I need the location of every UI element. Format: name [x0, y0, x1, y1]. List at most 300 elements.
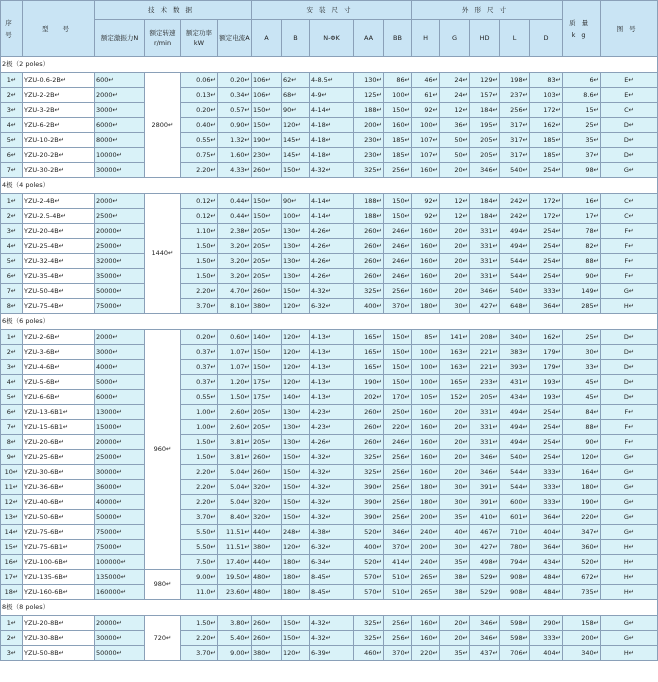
- cell-d: 254↵: [530, 239, 563, 254]
- cell-l: 317↵: [500, 133, 530, 148]
- cell-seq: 18↵: [1, 585, 23, 600]
- cell-d: 254↵: [530, 435, 563, 450]
- cell-model: YZU-20-8B↵: [23, 616, 95, 631]
- cell-model: YZU-25-4B↵: [23, 239, 95, 254]
- cell-hd: 437↵: [470, 646, 500, 661]
- cell-nk: 4-14↵: [310, 209, 354, 224]
- cell-d: 83↵: [530, 73, 563, 88]
- cell-model: YZU-30-8B↵: [23, 631, 95, 646]
- cell-current: 0.90↵: [218, 118, 252, 133]
- group-title-row: [1, 178, 658, 194]
- cell-l: 383↵: [500, 345, 530, 360]
- cell-bb: 246↵: [384, 435, 412, 450]
- table-row: [1, 254, 658, 269]
- cell-hd: 221↵: [470, 360, 500, 375]
- cell-power: 1.50↵: [181, 269, 218, 284]
- cell-hd: 391↵: [470, 495, 500, 510]
- cell-seq: 9↵: [1, 450, 23, 465]
- cell-fig: H↵: [601, 540, 658, 555]
- cell-power: 1.50↵: [181, 435, 218, 450]
- cell-h: 240↵: [412, 555, 440, 570]
- cell-force: 20000↵: [95, 616, 145, 631]
- cell-force: 20000↵: [95, 435, 145, 450]
- cell-l: 242↵: [500, 209, 530, 224]
- cell-l: 317↵: [500, 148, 530, 163]
- cell-aa: 165↵: [354, 345, 384, 360]
- cell-mass: 158↵: [563, 616, 601, 631]
- cell-a: 205↵: [252, 435, 282, 450]
- header-col: L: [500, 20, 530, 57]
- cell-h: 160↵: [412, 284, 440, 299]
- cell-hd: 129↵: [470, 73, 500, 88]
- cell-d: 484↵: [530, 570, 563, 585]
- table-row: [1, 495, 658, 510]
- cell-force: 3000↵: [95, 103, 145, 118]
- cell-nk: 4-32↵: [310, 450, 354, 465]
- cell-l: 908↵: [500, 570, 530, 585]
- cell-a: 190↵: [252, 133, 282, 148]
- cell-hd: 331↵: [470, 269, 500, 284]
- cell-h: 61↵: [412, 88, 440, 103]
- cell-g: 20↵: [440, 284, 470, 299]
- cell-aa: 325↵: [354, 284, 384, 299]
- cell-l: 544↵: [500, 480, 530, 495]
- cell-d: 179↵: [530, 360, 563, 375]
- cell-hd: 184↵: [470, 103, 500, 118]
- cell-nk: 4-26↵: [310, 254, 354, 269]
- cell-mass: 33↵: [563, 360, 601, 375]
- cell-force: 100000↵: [95, 555, 145, 570]
- cell-a: 320↵: [252, 495, 282, 510]
- cell-d: 333↵: [530, 495, 563, 510]
- cell-current: 3.20↵: [218, 239, 252, 254]
- cell-g: 12↵: [440, 103, 470, 118]
- cell-model: YZU-50-8B↵: [23, 646, 95, 661]
- cell-d: 254↵: [530, 224, 563, 239]
- cell-l: 242↵: [500, 194, 530, 209]
- cell-seq: 5↵: [1, 390, 23, 405]
- header-fig: 图号: [601, 1, 658, 57]
- header-col: D: [530, 20, 563, 57]
- cell-hd: 346↵: [470, 163, 500, 178]
- cell-bb: 185↵: [384, 133, 412, 148]
- cell-aa: 520↵: [354, 555, 384, 570]
- cell-g: 30↵: [440, 299, 470, 314]
- table-row: [1, 118, 658, 133]
- cell-seq: 5↵: [1, 254, 23, 269]
- cell-d: 333↵: [530, 284, 563, 299]
- cell-mass: 90↵: [563, 435, 601, 450]
- cell-seq: 2↵: [1, 209, 23, 224]
- cell-aa: 188↵: [354, 103, 384, 118]
- cell-l: 540↵: [500, 163, 530, 178]
- cell-aa: 260↵: [354, 254, 384, 269]
- cell-l: 494↵: [500, 239, 530, 254]
- cell-g: 35↵: [440, 555, 470, 570]
- cell-l: 237↵: [500, 88, 530, 103]
- cell-fig: G↵: [601, 163, 658, 178]
- cell-b: 150↵: [282, 510, 310, 525]
- cell-fig: F↵: [601, 405, 658, 420]
- cell-aa: 520↵: [354, 525, 384, 540]
- cell-b: 130↵: [282, 239, 310, 254]
- cell-d: 484↵: [530, 585, 563, 600]
- cell-force: 5000↵: [95, 375, 145, 390]
- cell-force: 2000↵: [95, 194, 145, 209]
- cell-bb: 246↵: [384, 239, 412, 254]
- cell-h: 180↵: [412, 495, 440, 510]
- cell-mass: 347↵: [563, 525, 601, 540]
- cell-a: 380↵: [252, 646, 282, 661]
- cell-mass: 45↵: [563, 390, 601, 405]
- cell-bb: 150↵: [384, 330, 412, 345]
- cell-current: 5.04↵: [218, 495, 252, 510]
- cell-bb: 256↵: [384, 495, 412, 510]
- cell-b: 140↵: [282, 390, 310, 405]
- cell-bb: 246↵: [384, 224, 412, 239]
- cell-hd: 427↵: [470, 540, 500, 555]
- cell-force: 32000↵: [95, 254, 145, 269]
- cell-force: 75000↵: [95, 299, 145, 314]
- cell-seq: 7↵: [1, 163, 23, 178]
- cell-g: 50↵: [440, 133, 470, 148]
- cell-h: 160↵: [412, 405, 440, 420]
- cell-d: 172↵: [530, 209, 563, 224]
- table-row: [1, 631, 658, 646]
- cell-l: 494↵: [500, 420, 530, 435]
- cell-mass: 16↵: [563, 194, 601, 209]
- cell-seq: 6↵: [1, 405, 23, 420]
- cell-fig: F↵: [601, 420, 658, 435]
- header-col: A: [252, 20, 282, 57]
- cell-nk: 4-32↵: [310, 495, 354, 510]
- cell-b: 150↵: [282, 631, 310, 646]
- cell-model: YZU-50-6B↵: [23, 510, 95, 525]
- group-title-row: [1, 57, 658, 73]
- cell-aa: 325↵: [354, 465, 384, 480]
- header-seq: 序号: [1, 1, 23, 57]
- cell-aa: 325↵: [354, 450, 384, 465]
- cell-power: 0.55↵: [181, 390, 218, 405]
- cell-hd: 331↵: [470, 435, 500, 450]
- header-col: 额定转速r/min: [145, 20, 181, 57]
- cell-force: 2500↵: [95, 209, 145, 224]
- cell-g: 24↵: [440, 73, 470, 88]
- cell-nk: 4-14↵: [310, 103, 354, 118]
- cell-aa: 188↵: [354, 209, 384, 224]
- cell-g: 30↵: [440, 540, 470, 555]
- cell-model: YZU-6-6B↵: [23, 390, 95, 405]
- cell-b: 120↵: [282, 375, 310, 390]
- cell-power: 0.12↵: [181, 209, 218, 224]
- cell-force: 15000↵: [95, 420, 145, 435]
- cell-model: YZU-20-6B↵: [23, 435, 95, 450]
- group-title: 8极（8 poles）: [1, 600, 658, 616]
- cell-model: YZU-100-6B↵: [23, 555, 95, 570]
- cell-nk: 4-38↵: [310, 525, 354, 540]
- cell-fig: G↵: [601, 525, 658, 540]
- table-row: [1, 646, 658, 661]
- table-row: [1, 148, 658, 163]
- cell-model: YZU-3-2B↵: [23, 103, 95, 118]
- cell-model: YZU-20-4B↵: [23, 224, 95, 239]
- cell-power: 2.20↵: [181, 465, 218, 480]
- cell-l: 317↵: [500, 118, 530, 133]
- cell-g: 36↵: [440, 118, 470, 133]
- cell-b: 120↵: [282, 118, 310, 133]
- cell-power: 0.55↵: [181, 133, 218, 148]
- cell-seq: 8↵: [1, 299, 23, 314]
- cell-hd: 331↵: [470, 239, 500, 254]
- cell-g: 20↵: [440, 239, 470, 254]
- cell-b: 120↵: [282, 646, 310, 661]
- cell-force: 4000↵: [95, 360, 145, 375]
- cell-power: 0.75↵: [181, 148, 218, 163]
- cell-model: YZU-2-2B↵: [23, 88, 95, 103]
- table-row: [1, 209, 658, 224]
- cell-l: 393↵: [500, 360, 530, 375]
- cell-bb: 414↵: [384, 555, 412, 570]
- cell-power: 2.20↵: [181, 284, 218, 299]
- cell-l: 431↵: [500, 375, 530, 390]
- cell-a: 205↵: [252, 405, 282, 420]
- cell-hd: 391↵: [470, 480, 500, 495]
- header-col: HD: [470, 20, 500, 57]
- cell-d: 193↵: [530, 390, 563, 405]
- cell-h: 180↵: [412, 299, 440, 314]
- cell-g: 20↵: [440, 269, 470, 284]
- cell-mass: 98↵: [563, 163, 601, 178]
- cell-h: 107↵: [412, 133, 440, 148]
- cell-d: 404↵: [530, 646, 563, 661]
- cell-power: 1.50↵: [181, 254, 218, 269]
- cell-l: 601↵: [500, 510, 530, 525]
- cell-a: 150↵: [252, 103, 282, 118]
- cell-bb: 86↵: [384, 73, 412, 88]
- cell-current: 3.20↵: [218, 269, 252, 284]
- cell-mass: 45↵: [563, 375, 601, 390]
- cell-fig: H↵: [601, 555, 658, 570]
- cell-mass: 220↵: [563, 510, 601, 525]
- header-col: BB: [384, 20, 412, 57]
- table-row: [1, 163, 658, 178]
- table-row: [1, 525, 658, 540]
- cell-nk: 6-32↵: [310, 540, 354, 555]
- table-row: [1, 375, 658, 390]
- cell-g: 12↵: [440, 209, 470, 224]
- header-col: 额定激振力N: [95, 20, 145, 57]
- cell-force: 13000↵: [95, 405, 145, 420]
- cell-power: 3.70↵: [181, 299, 218, 314]
- cell-force: 75000↵: [95, 540, 145, 555]
- cell-a: 175↵: [252, 390, 282, 405]
- cell-force: 6000↵: [95, 118, 145, 133]
- cell-power: 0.13↵: [181, 88, 218, 103]
- cell-fig: H↵: [601, 585, 658, 600]
- cell-current: 8.40↵: [218, 510, 252, 525]
- table-row: [1, 88, 658, 103]
- cell-power: 0.20↵: [181, 330, 218, 345]
- cell-mass: 8.6↵: [563, 88, 601, 103]
- header-col: 额定电流A: [218, 20, 252, 57]
- cell-nk: 4-13↵: [310, 330, 354, 345]
- cell-force: 8000↵: [95, 133, 145, 148]
- cell-current: 1.07↵: [218, 360, 252, 375]
- cell-current: 0.34↵: [218, 88, 252, 103]
- cell-bb: 256↵: [384, 480, 412, 495]
- cell-h: 46↵: [412, 73, 440, 88]
- cell-current: 1.07↵: [218, 345, 252, 360]
- cell-seq: 1↵: [1, 73, 23, 88]
- cell-bb: 100↵: [384, 88, 412, 103]
- cell-b: 68↵: [282, 88, 310, 103]
- cell-aa: 190↵: [354, 375, 384, 390]
- table-row: [1, 284, 658, 299]
- cell-b: 120↵: [282, 360, 310, 375]
- cell-aa: 165↵: [354, 330, 384, 345]
- cell-l: 434↵: [500, 390, 530, 405]
- cell-force: 36000↵: [95, 480, 145, 495]
- cell-h: 200↵: [412, 510, 440, 525]
- header-mass: 质量kg: [563, 1, 601, 57]
- cell-hd: 529↵: [470, 570, 500, 585]
- cell-aa: 570↵: [354, 585, 384, 600]
- cell-current: 19.50↵: [218, 570, 252, 585]
- cell-seq: 1↵: [1, 616, 23, 631]
- cell-current: 0.44↵: [218, 194, 252, 209]
- table-row: [1, 269, 658, 284]
- cell-power: 2.20↵: [181, 480, 218, 495]
- cell-mass: 25↵: [563, 330, 601, 345]
- cell-d: 434↵: [530, 555, 563, 570]
- cell-seq: 2↵: [1, 88, 23, 103]
- cell-a: 440↵: [252, 525, 282, 540]
- cell-fig: D↵: [601, 133, 658, 148]
- cell-d: 333↵: [530, 631, 563, 646]
- cell-hd: 233↵: [470, 375, 500, 390]
- cell-seq: 3↵: [1, 103, 23, 118]
- cell-model: YZU-75-6B↵: [23, 525, 95, 540]
- cell-g: 30↵: [440, 495, 470, 510]
- cell-nk: 4-26↵: [310, 239, 354, 254]
- cell-model: YZU-30-2B↵: [23, 163, 95, 178]
- cell-h: 100↵: [412, 345, 440, 360]
- cell-fig: F↵: [601, 224, 658, 239]
- cell-model: YZU-5-6B↵: [23, 375, 95, 390]
- cell-bb: 150↵: [384, 209, 412, 224]
- cell-power: 2.20↵: [181, 163, 218, 178]
- cell-bb: 256↵: [384, 616, 412, 631]
- cell-hd: 346↵: [470, 631, 500, 646]
- cell-b: 100↵: [282, 209, 310, 224]
- cell-g: 163↵: [440, 345, 470, 360]
- cell-nk: 4-32↵: [310, 163, 354, 178]
- cell-bb: 370↵: [384, 646, 412, 661]
- cell-g: 38↵: [440, 585, 470, 600]
- cell-current: 1.50↵: [218, 390, 252, 405]
- cell-l: 794↵: [500, 555, 530, 570]
- cell-h: 265↵: [412, 570, 440, 585]
- cell-aa: 260↵: [354, 420, 384, 435]
- cell-current: 3.20↵: [218, 254, 252, 269]
- cell-g: 165↵: [440, 375, 470, 390]
- cell-power: 2.20↵: [181, 631, 218, 646]
- cell-hd: 205↵: [470, 148, 500, 163]
- group-title: 4极（4 poles）: [1, 178, 658, 194]
- cell-model: YZU-0.6-2B↵: [23, 73, 95, 88]
- cell-seq: 2↵: [1, 631, 23, 646]
- cell-mass: 180↵: [563, 480, 601, 495]
- cell-mass: 164↵: [563, 465, 601, 480]
- cell-nk: 4-8.5↵: [310, 73, 354, 88]
- cell-a: 480↵: [252, 570, 282, 585]
- cell-power: 7.50↵: [181, 555, 218, 570]
- cell-mass: 88↵: [563, 420, 601, 435]
- table-row: [1, 299, 658, 314]
- cell-b: 90↵: [282, 103, 310, 118]
- cell-seq: 3↵: [1, 646, 23, 661]
- cell-g: 20↵: [440, 435, 470, 450]
- cell-force: 50000↵: [95, 510, 145, 525]
- cell-current: 11.51↵: [218, 525, 252, 540]
- cell-bb: 256↵: [384, 284, 412, 299]
- cell-l: 908↵: [500, 585, 530, 600]
- cell-fig: C↵: [601, 209, 658, 224]
- header-install-group: 安装尺寸: [252, 1, 412, 20]
- cell-nk: 4-26↵: [310, 224, 354, 239]
- cell-h: 160↵: [412, 224, 440, 239]
- cell-g: 20↵: [440, 405, 470, 420]
- cell-power: 0.37↵: [181, 360, 218, 375]
- cell-h: 85↵: [412, 330, 440, 345]
- header-tech-group: 技术数据: [95, 1, 252, 20]
- cell-hd: 184↵: [470, 209, 500, 224]
- cell-mass: 285↵: [563, 299, 601, 314]
- cell-l: 706↵: [500, 646, 530, 661]
- table-row: [1, 390, 658, 405]
- cell-power: 1.00↵: [181, 405, 218, 420]
- cell-bb: 246↵: [384, 269, 412, 284]
- cell-force: 2000↵: [95, 330, 145, 345]
- cell-h: 92↵: [412, 209, 440, 224]
- cell-fig: H↵: [601, 299, 658, 314]
- cell-aa: 325↵: [354, 163, 384, 178]
- cell-a: 260↵: [252, 284, 282, 299]
- cell-b: 130↵: [282, 405, 310, 420]
- cell-current: 0.20↵: [218, 73, 252, 88]
- cell-a: 175↵: [252, 375, 282, 390]
- cell-current: 1.60↵: [218, 148, 252, 163]
- cell-a: 150↵: [252, 118, 282, 133]
- cell-h: 92↵: [412, 194, 440, 209]
- cell-aa: 202↵: [354, 390, 384, 405]
- cell-d: 404↵: [530, 525, 563, 540]
- cell-l: 648↵: [500, 299, 530, 314]
- cell-bb: 150↵: [384, 375, 412, 390]
- cell-nk: 4-14↵: [310, 194, 354, 209]
- cell-current: 23.60↵: [218, 585, 252, 600]
- cell-g: 20↵: [440, 254, 470, 269]
- cell-bb: 256↵: [384, 450, 412, 465]
- group-title: 6极（6 poles）: [1, 314, 658, 330]
- cell-a: 260↵: [252, 631, 282, 646]
- cell-current: 4.33↵: [218, 163, 252, 178]
- cell-aa: 130↵: [354, 73, 384, 88]
- cell-model: YZU-2-6B↵: [23, 330, 95, 345]
- cell-g: 152↵: [440, 390, 470, 405]
- cell-fig: G↵: [601, 510, 658, 525]
- cell-l: 494↵: [500, 405, 530, 420]
